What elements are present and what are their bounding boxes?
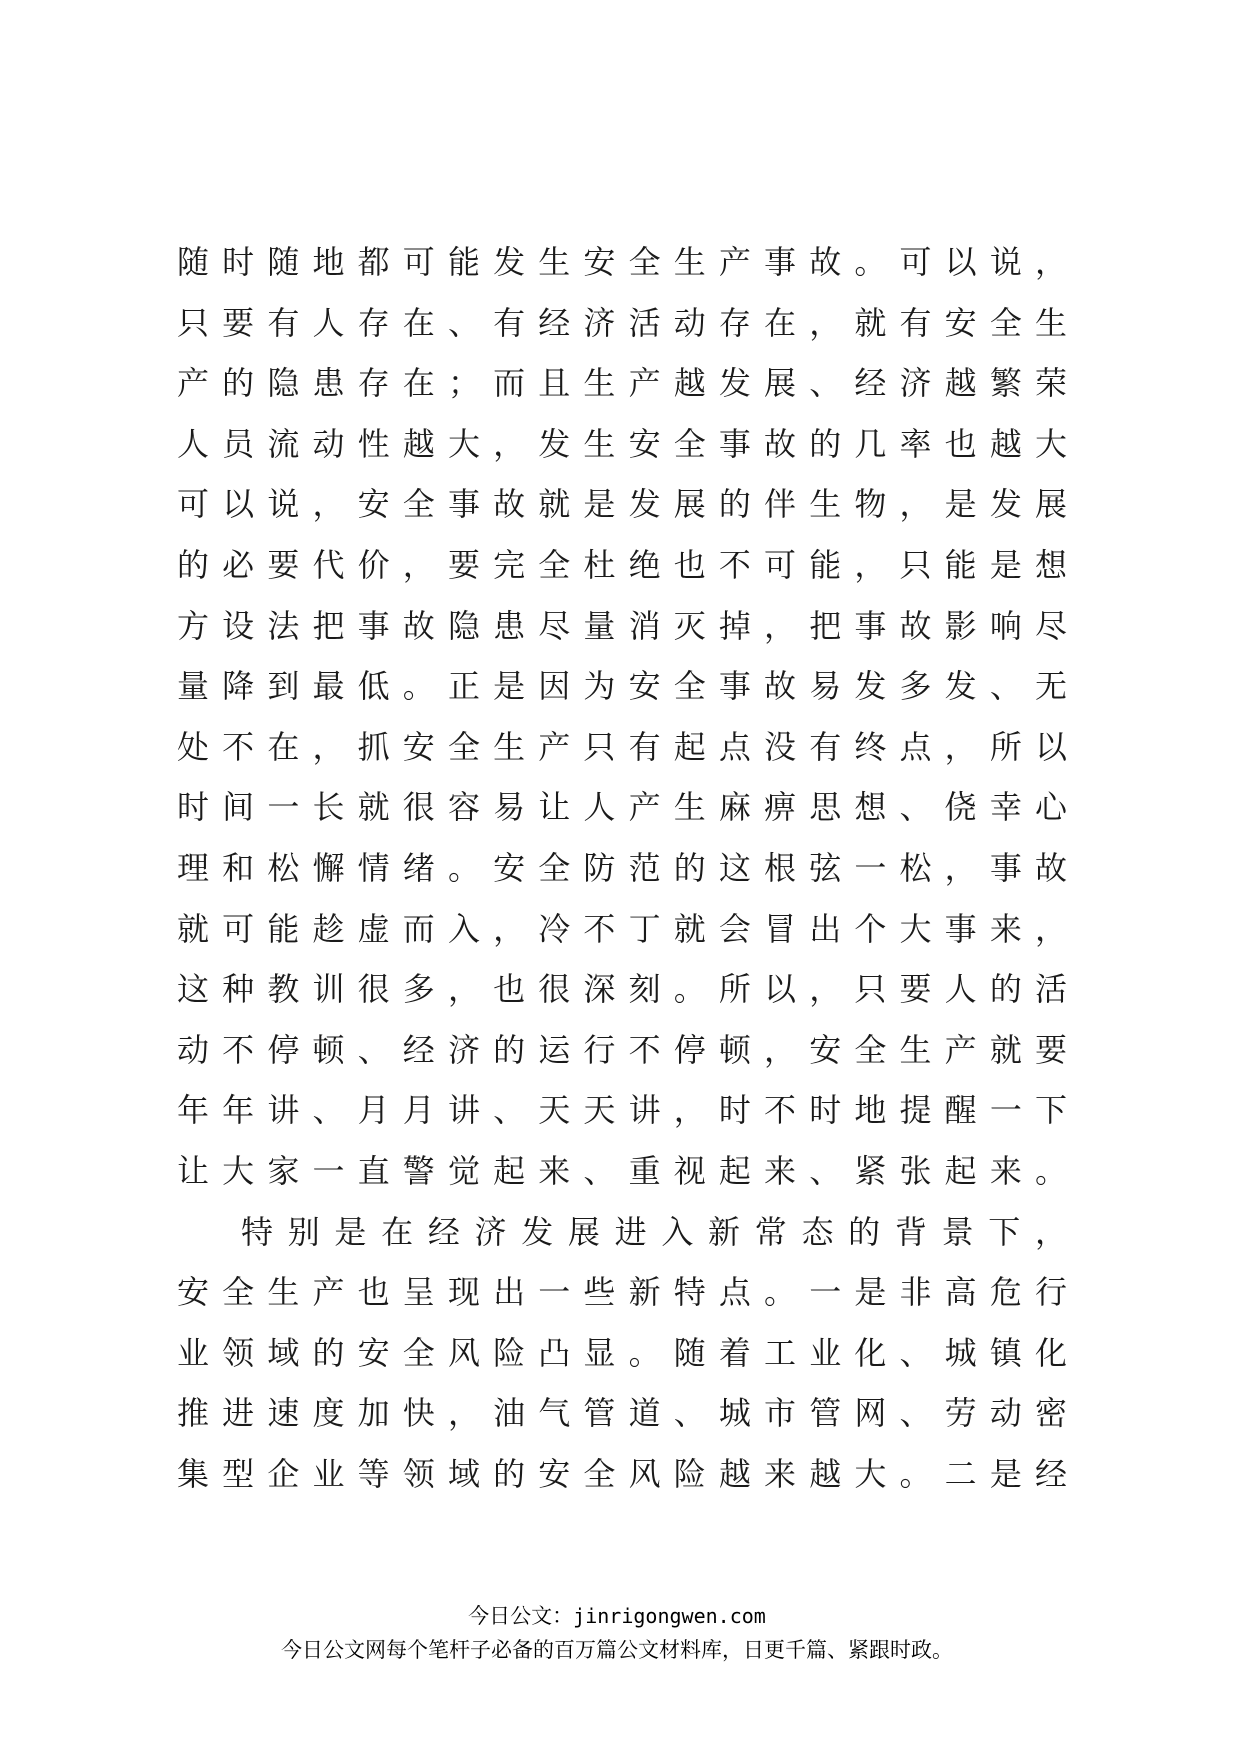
body-line: 随时随地都可能发生安全生产事故。可以说， xyxy=(177,243,1067,281)
body-line: 集型企业等领域的安全风险越来越大。二是经 xyxy=(177,1454,1067,1493)
body-line: 的必要代价，要完全杜绝也不可能，只能是想 xyxy=(177,545,1067,584)
body-line: 处不在，抓安全生产只有起点没有终点，所以 xyxy=(177,727,1067,766)
body-line: 这种教训很多，也很深刻。所以，只要人的活 xyxy=(177,970,1067,1009)
body-line: 可以说，安全事故就是发展的伴生物，是发展 xyxy=(177,485,1067,524)
body-line: 方设法把事故隐患尽量消灭掉，把事故影响尽 xyxy=(177,606,1067,645)
body-line: 产的隐患存在；而且生产越发展、经济越繁荣 xyxy=(177,364,1067,403)
body-line: 业领域的安全风险凸显。随着工业化、城镇化 xyxy=(177,1333,1067,1372)
body-line: 时间一长就很容易让人产生麻痹思想、侥幸心 xyxy=(177,788,1067,827)
footer-site-url[interactable]: jinrigongwen.com xyxy=(573,1604,766,1628)
body-line: 安全生产也呈现出一些新特点。一是非高危行 xyxy=(177,1273,1067,1312)
footer-slogan: 今日公文网每个笔杆子必备的百万篇公文材料库，日更千篇、紧跟时政。 xyxy=(281,1638,953,1662)
body-line: 就可能趁虚而入，冷不丁就会冒出个大事来， xyxy=(177,909,1067,948)
body-line: 推进速度加快，油气管道、城市管网、劳动密 xyxy=(177,1394,1067,1433)
body-line: 年年讲、月月讲、天天讲，时不时地提醒一下 xyxy=(177,1091,1067,1130)
body-line: 人员流动性越大，发生安全事故的几率也越大 xyxy=(177,424,1067,463)
document-body xyxy=(177,232,1067,1504)
body-line: 让大家一直警觉起来、重视起来、紧张起来。 xyxy=(177,1151,1067,1190)
body-line: 量降到最低。正是因为安全事故易发多发、无 xyxy=(177,667,1067,706)
body-line: 只要有人存在、有经济活动存在，就有安全生 xyxy=(177,303,1067,342)
paragraph-start-line: 特别是在经济发展进入新常态的背景下， xyxy=(241,1212,1067,1251)
footer-site-label: 今日公文： xyxy=(468,1604,574,1628)
body-line: 动不停顿、经济的运行不停顿，安全生产就要 xyxy=(177,1030,1067,1069)
body-line: 理和松懈情绪。安全防范的这根弦一松，事故 xyxy=(177,848,1067,887)
footer-site xyxy=(0,1602,1234,1630)
